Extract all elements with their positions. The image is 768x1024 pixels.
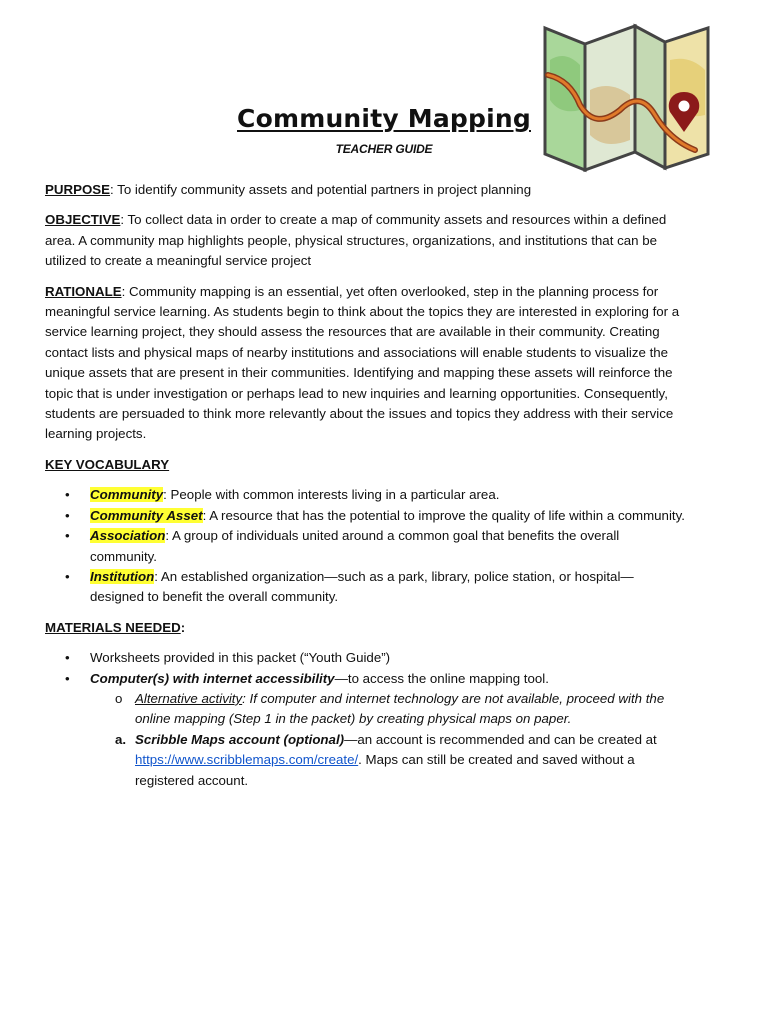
vocabulary-item <box>45 506 685 526</box>
materials-item-strong: Computer(s) with internet accessibility <box>90 670 335 686</box>
sub-item-marker: a. <box>115 731 127 747</box>
purpose-label: PURPOSE <box>45 182 111 197</box>
vocabulary-item <box>45 526 685 567</box>
bullet-icon: • <box>65 487 70 503</box>
vocabulary-term: Association <box>90 528 166 544</box>
scribble-maps-link[interactable]: https://www.scribblemaps.com/create/ <box>135 752 359 768</box>
vocabulary-term: Community Asset <box>90 507 203 523</box>
page-title: Community Mapping <box>237 104 531 133</box>
purpose-text: : To identify community assets and potential partners in project planning <box>110 182 532 197</box>
alternative-activity-item <box>45 689 685 730</box>
rationale-label: RATIONALE <box>45 283 122 299</box>
vocabulary-item <box>45 485 685 505</box>
rationale-text: : Community mapping is an essential, yet often overlooked, step in the planning process for meaningful service learning. As students begin to think about the topics they are interested in exploring for a service learning project, they should assess the resources that are available in their community. Creating contact lists and physical maps of nearby institutions and associations will enable students to visualize the unique assets that are present in their communities. Identifying and mapping these assets will reinforce the topic that is under investigation or perhaps lead to new inquiries and learning opportunities. Consequently, students are persuaded to think more relevantly about the issues and topics they address with their service learning projects. <box>45 283 680 442</box>
folded-map-icon <box>540 20 715 175</box>
sub-bullet-icon: o <box>115 690 123 706</box>
bullet-icon: • <box>65 650 70 666</box>
alternative-activity-label: Alternative activity <box>135 690 243 706</box>
scribble-maps-item <box>45 730 685 791</box>
vocabulary-heading: KEY VOCABULARY <box>45 456 170 472</box>
document-body <box>45 180 685 791</box>
scribble-maps-text: —an account is recommended and can be created at <box>344 731 657 747</box>
materials-item <box>45 648 685 668</box>
vocabulary-term: Community <box>90 487 164 503</box>
materials-heading-colon: : <box>180 619 186 635</box>
objective-paragraph <box>45 210 685 271</box>
bullet-icon: • <box>65 670 70 686</box>
bullet-icon: • <box>65 528 70 544</box>
vocabulary-item <box>45 567 685 608</box>
objective-text: : To collect data in order to create a map of community assets and resources within a defined area. A community map highlights people, physical structures, organizations, and institutions that can be utilized to create a meaningful service project <box>45 212 667 269</box>
vocabulary-list <box>45 485 685 607</box>
materials-item-text: Worksheets provided in this packet (“Youth Guide”) <box>90 650 391 666</box>
bullet-icon: • <box>65 568 70 584</box>
objective-label: OBJECTIVE <box>45 212 121 228</box>
scribble-maps-label: Scribble Maps account (optional) <box>135 731 345 747</box>
materials-list <box>45 648 685 689</box>
vocabulary-definition: : A group of individuals united around a common goal that benefits the overall community. <box>90 528 620 564</box>
vocabulary-term: Institution <box>90 568 155 584</box>
rationale-paragraph <box>45 282 685 445</box>
materials-item <box>45 669 685 689</box>
vocabulary-definition: : People with common interests living in a particular area. <box>163 487 500 503</box>
materials-heading-text: MATERIALS NEEDED <box>45 619 181 635</box>
alternative-activity-text: : If computer and internet technology are not available, proceed with the online mapping (Step 1 in the packet) by creating physical maps on paper. <box>135 690 665 727</box>
vocabulary-definition: : A resource that has the potential to improve the quality of life within a community. <box>202 507 685 523</box>
page-subtitle: TEACHER GUIDE <box>335 142 433 156</box>
scribble-maps-text-end: . Maps can still be created and saved without a registered account. <box>135 752 635 788</box>
purpose-paragraph <box>45 180 685 200</box>
materials-item-text: —to access the online mapping tool. <box>334 670 549 686</box>
bullet-icon: • <box>65 507 70 523</box>
materials-heading <box>45 618 685 638</box>
vocabulary-definition: : An established organization—such as a park, library, police station, or hospital—designed to benefit the overall community. <box>90 568 634 605</box>
